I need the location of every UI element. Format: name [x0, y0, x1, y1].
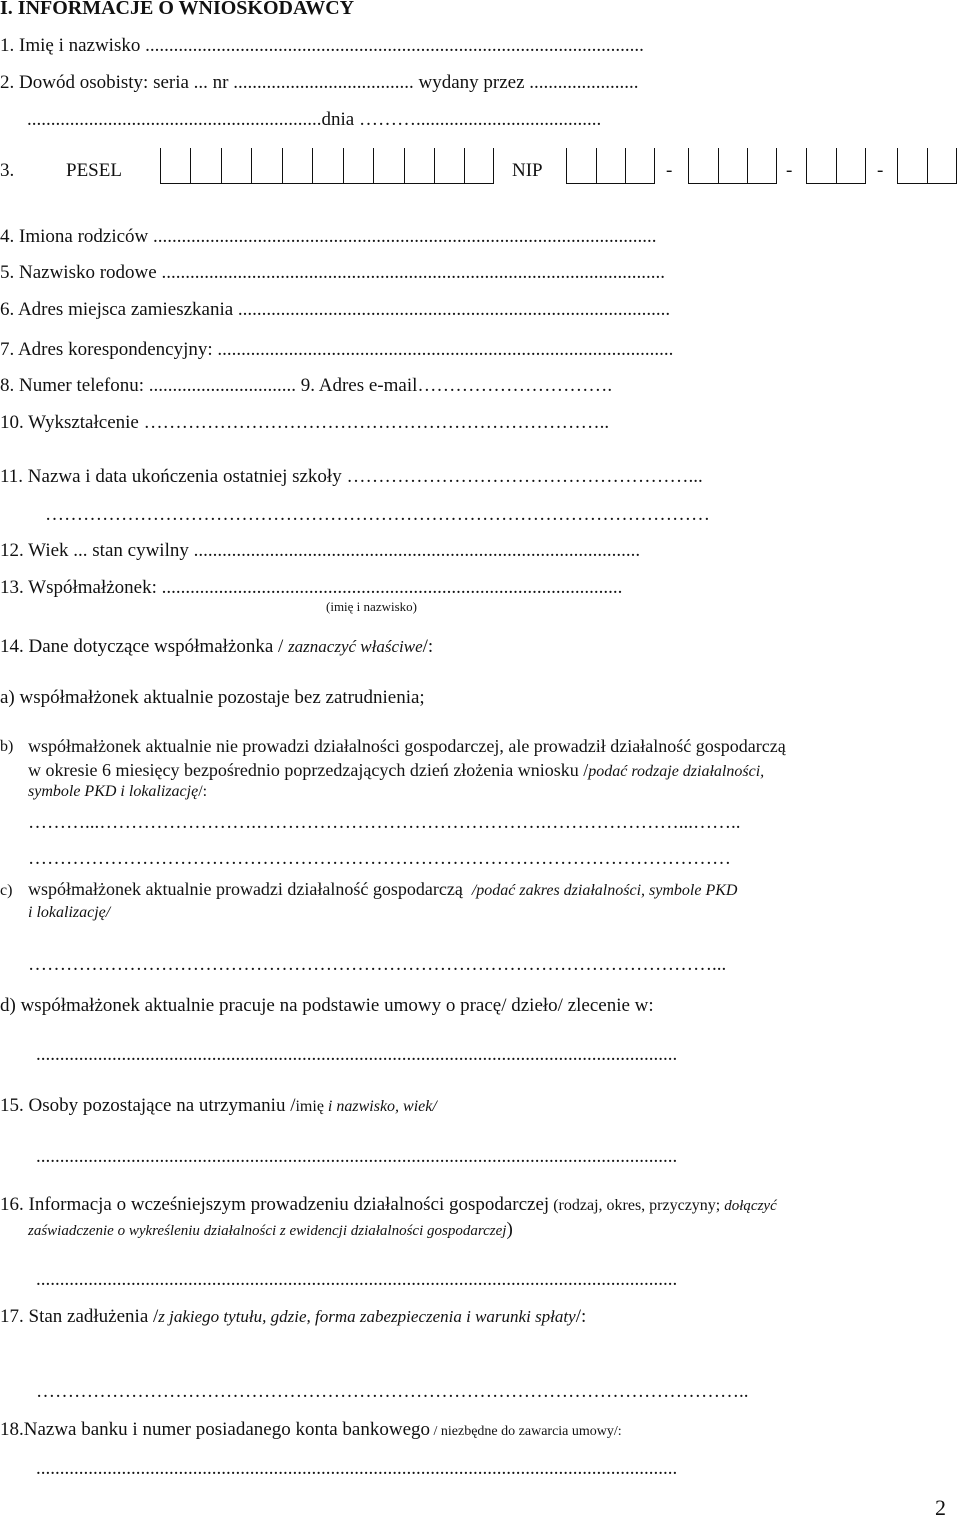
pesel-digit-box[interactable] [282, 148, 312, 184]
nip-boxes-group-3[interactable] [806, 148, 866, 184]
pesel-digit-box[interactable] [404, 148, 434, 184]
q14-hint: zaznaczyć właściwe [288, 637, 423, 656]
nip-digit-box[interactable] [836, 148, 866, 184]
q14d-answer-line[interactable]: ....................................................................................................................................... [36, 1044, 678, 1065]
pesel-digit-box[interactable] [434, 148, 464, 184]
page-number: 2 [935, 1495, 946, 1520]
pesel-digit-box[interactable] [251, 148, 282, 184]
nip-boxes-group-2[interactable] [688, 148, 777, 184]
q18-hint: / niezbędne do zawarcia umowy/: [430, 1424, 622, 1439]
q14c-end: / [105, 904, 111, 921]
q14b-text-line2[interactable] [28, 761, 764, 780]
nip-digit-box[interactable] [718, 148, 747, 184]
q17-label: 17. Stan zadłużenia / [0, 1306, 159, 1327]
field-spouse[interactable]: 13. Współmałżonek: ................................................................................................. [0, 577, 623, 598]
nip-digit-box[interactable] [897, 148, 927, 184]
q16-hint1: dołączyć [724, 1198, 777, 1214]
q14d-text[interactable]: d) współmałżonek aktualnie pracuje na podstawie umowy o pracę/ dzieło/ zlecenie w: [0, 995, 654, 1016]
field-phone-email[interactable]: 8. Numer telefonu: ............................... 9. Adres e-mail…………………………. [0, 375, 613, 396]
q16-heading [0, 1195, 777, 1214]
q16-close: ) [506, 1219, 513, 1240]
q14a-option[interactable]: a) współmałżonek aktualnie pozostaje bez zatrudnienia; [0, 687, 425, 708]
q17-heading [0, 1307, 586, 1326]
q14b-end: /: [198, 783, 208, 800]
field-last-school-continued[interactable]: …………………………………………………………………………………………… [45, 504, 710, 525]
pesel-digit-box[interactable] [373, 148, 404, 184]
q16-label: 16. Informacja o wcześniejszym prowadzeniu działalności gospodarczej [0, 1194, 550, 1215]
pesel-digit-box[interactable] [343, 148, 373, 184]
nip-boxes-group-1[interactable] [566, 148, 655, 184]
q14-heading [0, 637, 433, 656]
q17-hint: z jakiego tytułu, gdzie, forma zabezpieczenia i warunki spłaty [158, 1307, 576, 1326]
section-title: I. INFORMACJE O WNIOSKODAWCY [0, 0, 355, 19]
q14-end: /: [422, 636, 434, 657]
nip-label: NIP [512, 160, 543, 181]
pesel-digit-box[interactable] [312, 148, 343, 184]
nip-digit-box[interactable] [747, 148, 777, 184]
q17-end: /: [575, 1306, 587, 1327]
field-id-card-date[interactable]: ..............................................................dnia ………....................................... [27, 109, 602, 130]
nip-digit-box[interactable] [927, 148, 957, 184]
field-id-card[interactable]: 2. Dowód osobisty: seria ... nr ...................................... wydany przez ....................... [0, 72, 639, 93]
q14b-hint2: symbole PKD i lokalizację [28, 783, 199, 800]
q14b-answer-line2[interactable]: ………………………………………………………………………………………………… [28, 848, 731, 869]
q18-label: 18.Nazwa banku i numer posiadanego konta bankowego [0, 1419, 431, 1440]
field-last-school[interactable]: 11. Nazwa i data ukończenia ostatniej szkoły ………………………………………………... [0, 466, 703, 487]
q14c-text: współmałżonek aktualnie prowadzi działalność gospodarczą [28, 879, 463, 899]
q16-heading-line2 [28, 1220, 513, 1239]
nip-dash: - [666, 160, 673, 181]
field-correspondence-address[interactable]: 7. Adres korespondencyjny: ................................................................................................ [0, 339, 674, 360]
nip-dash: - [786, 160, 793, 181]
nip-digit-box[interactable] [566, 148, 596, 184]
q15-heading [0, 1096, 437, 1115]
field-residence-address[interactable]: 6. Adres miejsca zamieszkania ........................................................................................... [0, 299, 671, 320]
pesel-label: PESEL [66, 160, 122, 181]
q14c-hint2: i lokalizację [28, 904, 106, 921]
q15-hint-plain: imię [295, 1098, 324, 1115]
nip-boxes-group-4[interactable] [897, 148, 957, 184]
q14b-answer-line1[interactable]: ………...…………………….……………………………………….…………………...…….. [28, 812, 741, 833]
field-education[interactable]: 10. Wykształcenie ……………………………………………………………….. [0, 412, 610, 433]
field-age-marital-status[interactable]: 12. Wiek ... stan cywilny .............................................................................................. [0, 540, 641, 561]
q14-label: 14. Dane dotyczące współmałżonka / [0, 636, 289, 657]
q14c-hint-line [28, 905, 110, 921]
q16-paren: (rodzaj, okres, przyczyny; [549, 1197, 725, 1214]
q14c-answer-line[interactable]: ………………………………………………………………………………………………... [28, 954, 727, 975]
nip-digit-box[interactable] [596, 148, 625, 184]
q15-hint: i nazwisko, wiek/ [323, 1098, 437, 1115]
nip-digit-box[interactable] [688, 148, 718, 184]
q15-label: 15. Osoby pozostające na utrzymaniu / [0, 1095, 296, 1116]
q14b-hint-line [28, 784, 207, 800]
nip-digit-box[interactable] [625, 148, 655, 184]
q18-heading [0, 1420, 622, 1439]
pesel-digit-box[interactable] [221, 148, 251, 184]
nip-digit-box[interactable] [806, 148, 836, 184]
q14b-text-line1[interactable]: współmałżonek aktualnie nie prowadzi działalności gospodarczej, ale prowadził działalność gospodarczą [28, 736, 786, 756]
q14b-text2: w okresie 6 miesięcy bezpośrednio poprzedzających dzień złożenia wniosku / [28, 760, 589, 780]
nip-dash: - [877, 160, 884, 181]
q14b-letter: b) [0, 738, 14, 755]
q14c-hint1: /podać zakres działalności, symbole PKD [471, 882, 738, 899]
q14c-letter: c) [0, 882, 13, 899]
pesel-digit-box[interactable] [190, 148, 221, 184]
q14c-text-line1[interactable] [28, 880, 737, 899]
pesel-digit-box[interactable] [464, 148, 494, 184]
q15-answer-line[interactable]: ....................................................................................................................................... [36, 1146, 678, 1167]
q17-answer-line[interactable]: ………………………………………………………………………………………………….. [36, 1381, 749, 1402]
q16-hint2: zaświadczenie o wykreśleniu działalności z ewidencji działalności gospodarczej [28, 1223, 507, 1239]
field-name[interactable]: 1. Imię i nazwisko ......................................................................................................... [0, 35, 644, 56]
field-parents-names[interactable]: 4. Imiona rodziców .......................................................................................................... [0, 226, 657, 247]
q16-answer-line[interactable]: ....................................................................................................................................... [36, 1269, 678, 1290]
pesel-digit-box[interactable] [160, 148, 190, 184]
pesel-number-label: 3. [0, 160, 15, 181]
q18-answer-line[interactable]: ....................................................................................................................................... [36, 1458, 678, 1479]
spouse-hint: (imię i nazwisko) [326, 599, 417, 614]
field-maiden-name[interactable]: 5. Nazwisko rodowe .......................................................................................................... [0, 262, 665, 283]
q14b-hint1: podać rodzaje działalności, [588, 763, 765, 780]
pesel-boxes[interactable] [160, 148, 494, 184]
